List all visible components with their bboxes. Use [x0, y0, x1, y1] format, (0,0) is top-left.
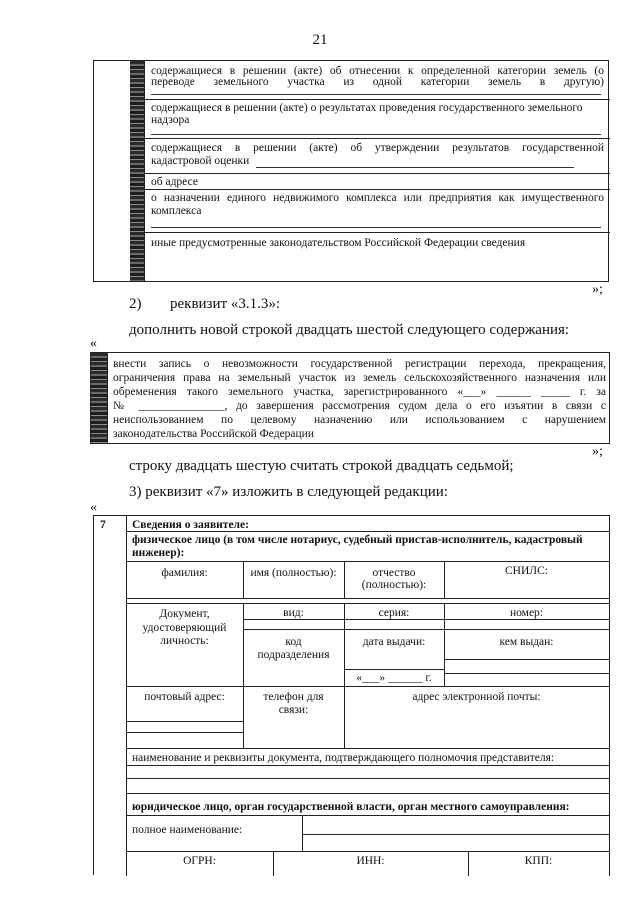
- patronymic-label-line2: (полностью):: [361, 579, 427, 591]
- renumber-instruction: строку двадцать шестую считать строкой двадцать седьмой;: [129, 458, 514, 474]
- property-complex-row-line2: комплекса: [151, 205, 202, 217]
- address-row: об адресе: [151, 176, 198, 188]
- issue-date-label: дата выдачи:: [362, 636, 426, 648]
- end-mark-1: »;: [592, 282, 603, 297]
- land-category-row-line1: содержащиеся в решении (акте) об отнесении к определенной категории земель (о: [151, 65, 604, 77]
- id-document-label-line3: личность:: [160, 635, 209, 647]
- kpp-label: КПП:: [524, 855, 553, 867]
- inn-label: ИНН:: [356, 855, 385, 867]
- phone-label-line1: телефон для: [263, 691, 324, 703]
- registration-note-table: [90, 352, 610, 444]
- land-category-row-line2: переводе земельного участка из одной категории земель в другую): [151, 76, 604, 88]
- doc-series-label: серия:: [378, 607, 410, 619]
- note-line-6: законодательства Российской Федерации: [113, 428, 314, 440]
- note-line-2: ограничения права на земельный участок из земель сельскохозяйственного назначения или: [113, 372, 606, 384]
- add-row-instruction: дополнить новой строкой двадцать шестой следующего содержания:: [129, 322, 570, 338]
- id-document-label-line2: удостоверяющий: [142, 622, 227, 634]
- postal-address-label: почтовый адрес:: [144, 691, 225, 703]
- applicant-title: Сведения о заявителе:: [132, 519, 249, 531]
- note-line-3: обременения такого земельного участка, зарегистрированного «___» ______ _____ г. за: [113, 386, 606, 398]
- rep-doc-label: наименование и реквизиты документа, подтверждающего полномочия представителя:: [132, 752, 555, 764]
- email-label: адрес электронной почты:: [412, 691, 541, 703]
- land-supervision-row-line2: надзора: [151, 114, 190, 126]
- item-2-number: 2): [129, 296, 142, 312]
- cadastral-valuation-row-line1: содержащиеся в решении (акте) об утверждении результатов государственной: [151, 142, 604, 154]
- note-line-5: неиспользованием по целевому назначению или использованием с нарушением: [113, 414, 606, 426]
- doc-number-label: номер:: [509, 607, 543, 619]
- cadastral-valuation-row-line2: кадастровой оценки: [151, 155, 250, 167]
- full-name-label: полное наименование:: [132, 824, 243, 836]
- property-complex-row-line1: о назначении единого недвижимого комплекса или предприятия как имущественного: [151, 192, 604, 204]
- dept-code-label-line1: код: [285, 636, 302, 648]
- table-side-stripe: [91, 353, 107, 443]
- end-mark-2: »;: [592, 444, 603, 459]
- page-number: 21: [312, 32, 328, 48]
- individual-title-line1: физическое лицо (в том числе нотариус, судебный пристав-исполнитель, кадастровый: [132, 534, 583, 546]
- individual-title-line2: инженер):: [132, 547, 185, 559]
- issued-by-label: кем выдан:: [499, 636, 554, 648]
- land-info-table: [93, 60, 609, 282]
- land-supervision-row-line1: содержащиеся в решении (акте) о результатах проведения государственного земельного: [151, 102, 583, 114]
- issue-date-blank: «___» ______ г.: [356, 672, 432, 684]
- name-label: имя (полностью):: [250, 567, 337, 579]
- id-document-label-line1: Документ,: [159, 608, 210, 620]
- note-line-1: внести запись о невозможности государственной регистрации перехода, прекращения,: [113, 358, 606, 370]
- snils-label: СНИЛС:: [505, 565, 548, 577]
- other-info-row: иные предусмотренные законодательством Российской Федерации сведения: [151, 237, 526, 249]
- row-number: 7: [100, 519, 106, 531]
- doc-type-label: вид:: [283, 607, 304, 619]
- dept-code-label-line2: подразделения: [257, 649, 330, 661]
- surname-label: фамилия:: [161, 567, 208, 579]
- open-quote-1: «: [90, 336, 97, 351]
- open-quote-2: «: [90, 500, 97, 515]
- item-3-text: 3) реквизит «7» изложить в следующей редакции:: [129, 484, 448, 500]
- legal-entity-title: юридическое лицо, орган государственной власти, орган местного самоуправления:: [132, 801, 570, 813]
- phone-label-line2: связи:: [278, 704, 309, 716]
- ogrn-label: ОГРН:: [183, 855, 216, 867]
- note-line-4: № _______________, до завершения рассмотрения судом дела о его изъятии в связи с: [113, 400, 606, 412]
- table-side-stripe: [130, 61, 144, 281]
- applicant-table: [93, 515, 610, 875]
- patronymic-label-line1: отчество: [372, 567, 416, 579]
- item-2-text: реквизит «3.1.3»:: [170, 296, 280, 312]
